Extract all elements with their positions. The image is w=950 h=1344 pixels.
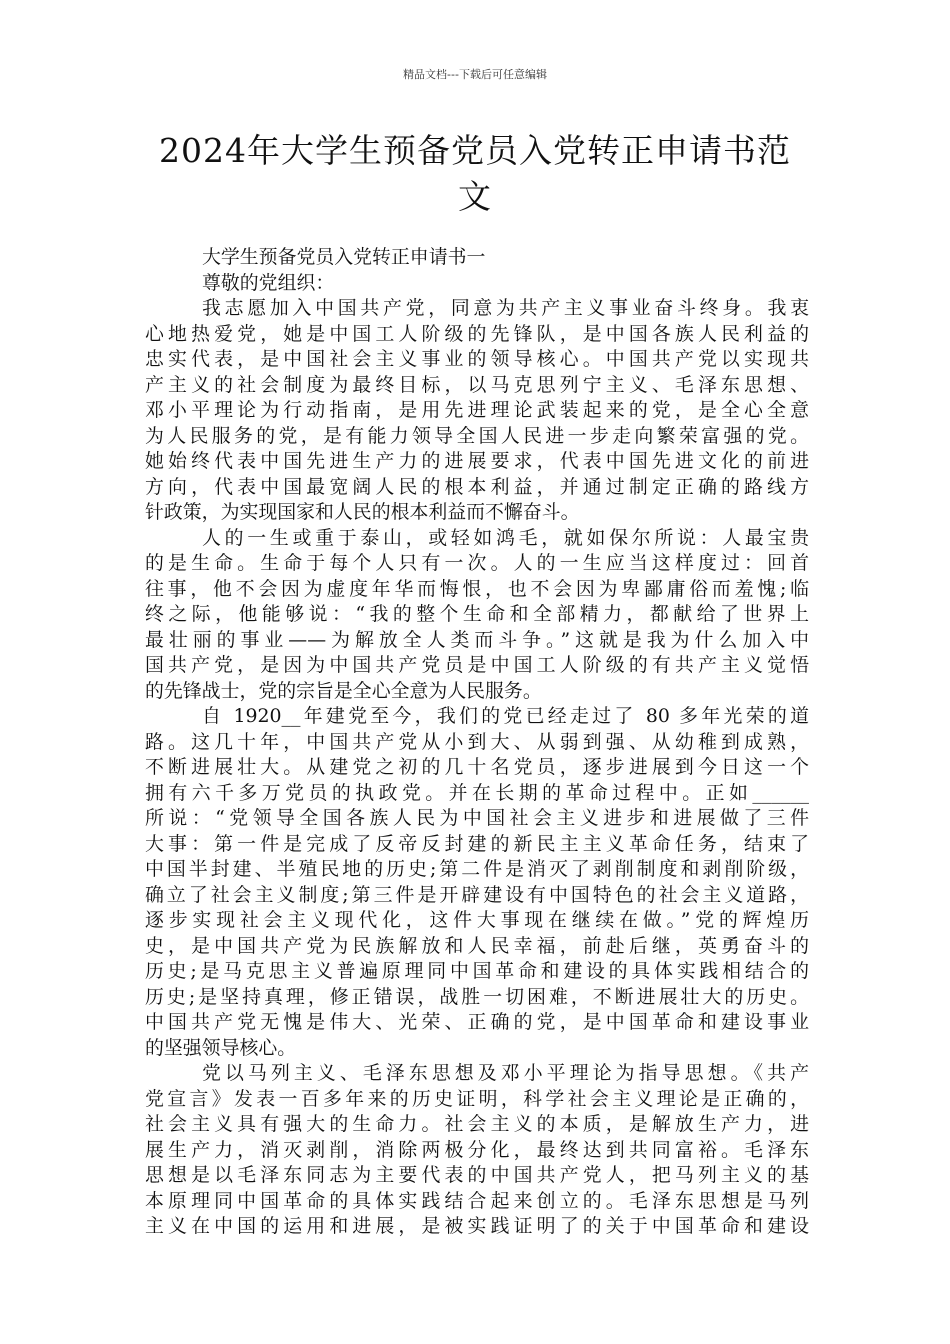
body-line: 本原理同中国革命的具体实践结合起来创立的。毛泽东思想是马列 [145,1189,809,1212]
body-line: 中国共产党无愧是伟大、光荣、正确的党，是中国革命和建设事业 [145,1011,809,1033]
body-line: 邓小平理论为行动指南，是用先进理论武装起来的党，是全心全意 [145,399,809,421]
title-line-2: 文 [458,177,492,216]
body-line: 历史;是马克思主义普遍原理同中国革命和建设的具体实践相结合的 [145,960,809,982]
body-line: 的坚强领导核心。 [145,1036,297,1059]
body-line: 往事，他不会因为虚度年华而悔恨，也不会因为卑鄙庸俗而羞愧;临 [145,577,809,600]
body-line: 不断进展壮大。从建党之初的几十名党员，逐步进展到今日这一个 [145,756,809,778]
body-line: 忠实代表，是中国社会主义事业的领导核心。中国共产党以实现共 [145,348,809,370]
body-line: 大事：第一件是完成了反帝反封建的新民主主义革命任务，结束了 [145,832,809,855]
body-line: 最壮丽的事业——为解放全人类而斗争。”这就是我为什么加入中 [145,628,809,651]
body-line: 心地热爱党，她是中国工人阶级的先锋队，是中国各族人民利益的 [145,322,809,345]
title-line-1: 2024年大学生预备党员入党转正申请书范 [159,131,791,170]
body-line: 社会主义具有强大的生命力。社会主义的本质，是解放生产力，进 [145,1113,809,1135]
body-line: 针政策，为实现国家和人民的根本利益而不懈奋斗。 [145,501,580,523]
body-line: 为人民服务的党，是有能力领导全国人民进一步走向繁荣富强的党。 [145,424,809,447]
body-line: 大学生预备党员入党转正申请书一 [202,246,486,268]
body-line: 中国半封建、半殖民地的历史;第二件是消灭了剥削制度和剥削阶级， [145,858,809,880]
body-line: 确立了社会主义制度;第三件是开辟建设有中国特色的社会主义道路， [145,883,809,906]
body-line: 路。这几十年，中国共产党从小到大、从弱到强、从幼稚到成熟， [145,730,809,753]
body-line: 国共产党，是因为中国共产党员是中国工人阶级的有共产主义觉悟 [145,654,809,676]
body-line: 展生产力，消灭剥削，消除两极分化，最终达到共同富裕。毛泽东 [145,1138,809,1161]
body-line: 党以马列主义、毛泽东思想及邓小平理论为指导思想。《共产 [202,1062,809,1084]
body-line: 党宣言》发表一百多年来的历史证明，科学社会主义理论是正确的， [145,1087,809,1110]
body-line: 人的一生或重于泰山，或轻如鸿毛，就如保尔所说：人最宝贵 [202,526,809,549]
document-body [145,245,809,1240]
body-line: 拥有六千多万党员的执政党。并在长期的革命过程中。正如______ [145,781,809,804]
body-line: 主义在中国的运用和进展，是被实践证明了的关于中国革命和建设 [145,1215,809,1237]
body-line: 的是生命。生命于每个人只有一次。人的一生应当这样度过：回首 [145,552,809,574]
body-line: 她始终代表中国先进生产力的进展要求，代表中国先进文化的前进 [145,450,809,472]
body-line: 尊敬的党组织： [202,271,335,294]
body-line: 产主义的社会制度为最终目标，以马克思列宁主义、毛泽东思想、 [145,373,809,396]
body-line: 我志愿加入中国共产党，同意为共产主义事业奋斗终身。我衷 [202,297,809,319]
body-line: 终之际，他能够说：“我的整个生命和全部精力，都献给了世界上 [145,603,809,625]
body-line: 所说：“党领导全国各族人民为中国社会主义进步和进展做了三件 [145,807,809,829]
body-line: 自 1920__年建党至今，我们的党已经走过了 80 多年光荣的道 [202,705,809,727]
header-note: 精品文档---下载后可任意编辑 [403,68,547,81]
body-line: 历史;是坚持真理，修正错误，战胜一切困难，不断进展壮大的历史。 [145,985,809,1008]
body-line: 逐步实现社会主义现代化，这件大事现在继续在做。”党的辉煌历 [145,909,809,931]
document-title [140,128,810,220]
body-line: 思想是以毛泽东同志为主要代表的中国共产党人，把马列主义的基 [145,1164,809,1186]
body-line: 的先锋战士，党的宗旨是全心全意为人民服务。 [145,679,542,702]
body-line: 方向，代表中国最宽阔人民的根本利益，并通过制定正确的路线方 [145,475,809,498]
body-line: 史，是中国共产党为民族解放和人民幸福，前赴后继，英勇奋斗的 [145,934,809,957]
